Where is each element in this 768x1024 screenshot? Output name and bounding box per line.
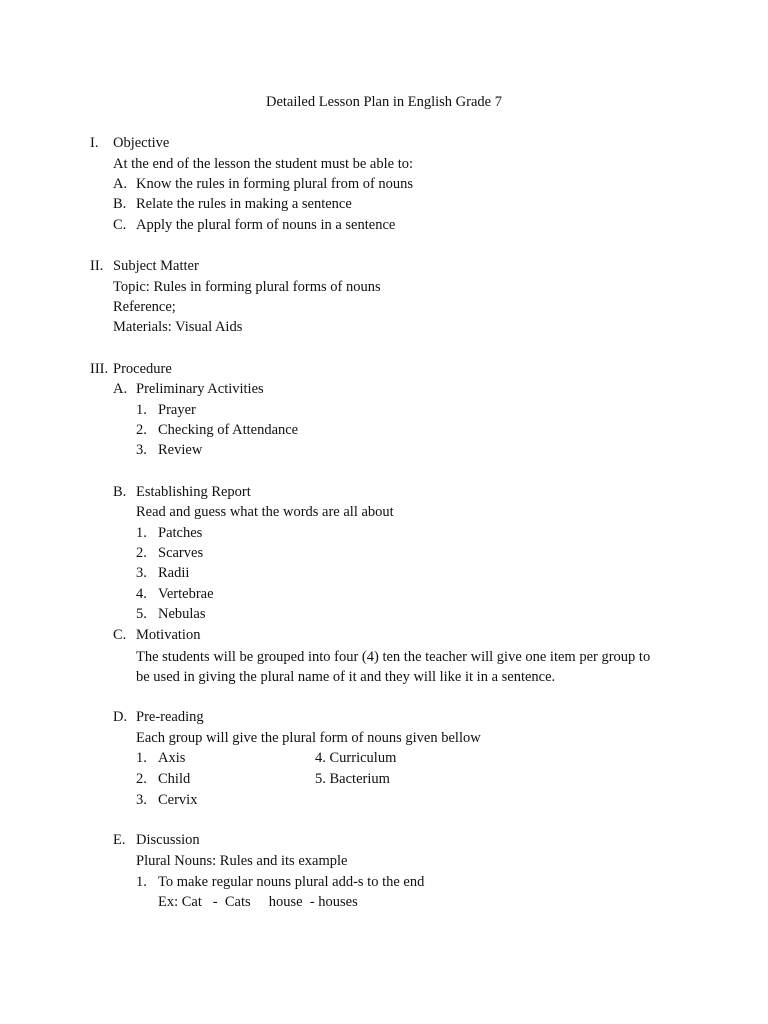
discussion-heading: Discussion: [136, 832, 200, 848]
establishing-item-5: Nebulas: [158, 606, 206, 622]
preliminary-heading: Preliminary Activities: [136, 381, 264, 397]
prereading-item-4: 4. Curriculum: [315, 750, 397, 766]
objective-item-a: Know the rules in forming plural from of nouns: [136, 176, 414, 192]
prereading-num-2: 2.: [136, 771, 147, 787]
subject-reference: Reference;: [113, 299, 176, 315]
establishing-num-1: 1.: [136, 525, 147, 541]
prereading-heading: Pre-reading: [136, 709, 204, 725]
preliminary-num-1: 1.: [136, 402, 147, 418]
objective-letter-a: A.: [113, 176, 128, 192]
prereading-num-1: 1.: [136, 750, 147, 766]
discussion-intro: Plural Nouns: Rules and its example: [136, 853, 348, 869]
objective-intro: At the end of the lesson the student must be able to:: [113, 156, 414, 172]
establishing-item-4: Vertebrae: [158, 586, 214, 602]
establishing-num-4: 4.: [136, 586, 147, 602]
prereading-item-1: Axis: [158, 750, 186, 766]
prereading-intro: Each group will give the plural form of nouns given bellow: [136, 730, 481, 746]
section-heading-procedure: Procedure: [113, 361, 172, 377]
motivation-line-1: The students will be grouped into four (4) ten the teacher will give one item per group to: [136, 649, 651, 665]
establishing-letter: B.: [113, 484, 127, 500]
preliminary-item-3: Review: [158, 442, 203, 458]
preliminary-item-2: Checking of Attendance: [158, 422, 299, 438]
establishing-num-5: 5.: [136, 606, 147, 622]
discussion-rule-1: To make regular nouns plural add-s to the end: [158, 874, 425, 890]
objective-item-b: Relate the rules in making a sentence: [136, 196, 352, 212]
preliminary-num-3: 3.: [136, 442, 147, 458]
establishing-heading: Establishing Report: [136, 484, 251, 500]
discussion-letter: E.: [113, 832, 126, 848]
establishing-item-2: Scarves: [158, 545, 204, 561]
establishing-intro: Read and guess what the words are all about: [136, 504, 394, 520]
prereading-item-5: 5. Bacterium: [315, 771, 390, 787]
motivation-line-2: be used in giving the plural name of it and they will like it in a sentence.: [136, 669, 556, 685]
motivation-heading: Motivation: [136, 627, 201, 643]
section-number-procedure: III.: [90, 361, 109, 377]
subject-topic: Topic: Rules in forming plural forms of nouns: [113, 279, 381, 295]
section-number-objective: I.: [90, 135, 99, 151]
prereading-item-2: Child: [158, 771, 191, 787]
section-heading-objective: Objective: [113, 135, 170, 151]
prereading-num-3: 3.: [136, 792, 147, 808]
preliminary-letter: A.: [113, 381, 128, 397]
objective-letter-b: B.: [113, 196, 127, 212]
prereading-letter: D.: [113, 709, 128, 725]
preliminary-num-2: 2.: [136, 422, 147, 438]
section-heading-subject-matter: Subject Matter: [113, 258, 199, 274]
establishing-item-1: Patches: [158, 525, 203, 541]
establishing-num-2: 2.: [136, 545, 147, 561]
subject-materials: Materials: Visual Aids: [113, 319, 243, 335]
establishing-item-3: Radii: [158, 565, 190, 581]
establishing-num-3: 3.: [136, 565, 147, 581]
prereading-item-3: Cervix: [158, 792, 198, 808]
objective-item-c: Apply the plural form of nouns in a sentence: [136, 217, 396, 233]
discussion-example: Ex: Cat - Cats house - houses: [158, 894, 358, 910]
motivation-letter: C.: [113, 627, 127, 643]
document-title: Detailed Lesson Plan in English Grade 7: [266, 94, 502, 110]
preliminary-item-1: Prayer: [158, 402, 196, 418]
objective-letter-c: C.: [113, 217, 127, 233]
section-number-subject-matter: II.: [90, 258, 104, 274]
discussion-rule-num-1: 1.: [136, 874, 147, 890]
